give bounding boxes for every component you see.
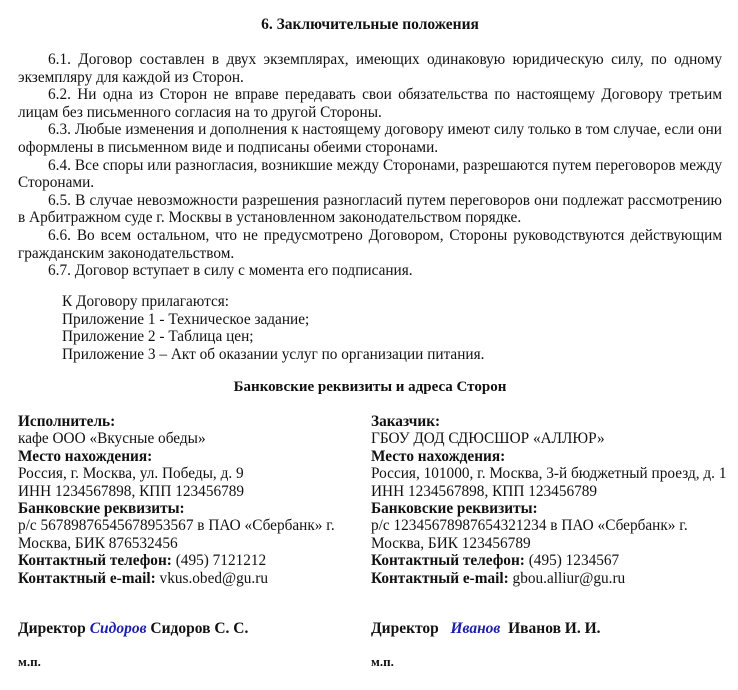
executor-phone-row — [18, 552, 363, 569]
annex-list — [62, 293, 484, 363]
executor-email-row — [18, 570, 363, 587]
customer-account-line2: Москва, БИК 123456789 — [371, 534, 531, 552]
customer-role-label: Заказчик: — [371, 413, 441, 430]
clause-6-7: 6.7. Договор вступает в силу с момента его подписания. — [48, 262, 413, 280]
customer-phone-row — [371, 552, 731, 569]
annex-intro: К Договору прилагаются: — [62, 293, 230, 310]
customer-inn-kpp: ИНН 1234567898, КПП 123456789 — [371, 482, 598, 500]
bank-details-title: Банковские реквизиты и адреса Сторон — [233, 379, 507, 395]
executor-email-label: Контактный e-mail: — [18, 569, 156, 587]
customer-bank-label: Банковские реквизиты: — [371, 500, 538, 518]
clause-6-6: 6.6. Во всем остальном, что не предусмотрено Договором, Стороны руководствуются действующим гражданским законодательством. — [18, 226, 722, 262]
customer-address: Россия, 101000, г. Москва, 3-й бюджетный проезд, д. 1 — [371, 465, 727, 483]
section-title: 6. Заключительные положения — [261, 16, 479, 33]
executor-signature-line — [18, 620, 248, 638]
customer-email-label: Контактный e-mail: — [371, 569, 509, 587]
executor-sign-name: Сидоров С. С. — [150, 620, 249, 637]
customer-phone: (495) 1234567 — [524, 552, 620, 570]
customer-stamp-place: м.п. — [371, 654, 394, 669]
customer-details — [371, 413, 731, 587]
executor-phone-label: Контактный телефон: — [18, 552, 172, 570]
executor-location-label: Место нахождения: — [18, 447, 153, 465]
clause-6-5: 6.5. В случае невозможности разрешения разногласий путем переговоров они подлежат рассмотрению в Арбитражном суде г. Москвы в установленном законодательством порядке. — [18, 191, 722, 227]
clause-6-3: 6.3. Любые изменения и дополнения к настоящему договору имеют силу только в том случае, если они оформлены в письменном виде и подписаны обеими сторонами. — [18, 121, 722, 156]
clause-6-2: 6.2. Ни одна из Сторон не вправе передавать свои обязательства по настоящему Договору третьим лицам без письменного согласия на то другой Стороны. — [18, 86, 722, 121]
executor-account-line2: Москва, БИК 876532456 — [18, 534, 178, 552]
clause-6-1: 6.1. Договор составлен в двух экземплярах, имеющих одинаковую юридическую силу, по одному экземпляру для каждой из Сторон. — [18, 51, 722, 86]
final-provisions — [18, 51, 722, 280]
customer-signature-line — [371, 620, 601, 638]
customer-email-row — [371, 570, 731, 587]
clause-6-4: 6.4. Все споры или разногласия, возникшие между Сторонами, разрешаются путем переговоров между Сторонами. — [18, 156, 722, 192]
executor-stamp-place: м.п. — [18, 654, 41, 669]
customer-location-label: Место нахождения: — [371, 447, 506, 465]
executor-inn-kpp: ИНН 1234567898, КПП 123456789 — [18, 482, 245, 500]
executor-details — [18, 413, 363, 587]
customer-sign-title: Директор — [371, 620, 439, 637]
executor-role-label: Исполнитель: — [18, 413, 116, 430]
executor-bank-label: Банковские реквизиты: — [18, 500, 185, 518]
customer-email: gbou.alliur@gu.ru — [508, 569, 626, 587]
customer-phone-label: Контактный телефон: — [371, 552, 525, 570]
customer-sign-name: Иванов И. И. — [508, 620, 601, 637]
customer-account-line1: р/с 12345678987654321234 в ПАО «Сбербанк» г. — [371, 517, 688, 535]
executor-address: Россия, г. Москва, ул. Победы, д. 9 — [18, 465, 244, 483]
executor-name: кафе ООО «Вкусные обеды» — [18, 430, 206, 448]
annex-item: Приложение 2 - Таблица цен; — [62, 328, 254, 346]
executor-account-line1: р/с 56789876545678953567 в ПАО «Сбербанк» г. — [18, 517, 335, 535]
executor-phone: (495) 7121212 — [171, 552, 267, 570]
executor-email: vkus.obed@gu.ru — [155, 569, 268, 587]
annex-item: Приложение 1 - Техническое задание; — [62, 310, 310, 328]
executor-signature: Сидоров — [89, 620, 147, 637]
customer-signature: Иванов — [450, 620, 501, 637]
annex-item: Приложение 3 – Акт об оказании услуг по организации питания. — [62, 345, 485, 363]
customer-name: ГБОУ ДОД СДЮСШОР «АЛЛЮР» — [371, 430, 605, 448]
executor-sign-title: Директор — [18, 620, 86, 637]
